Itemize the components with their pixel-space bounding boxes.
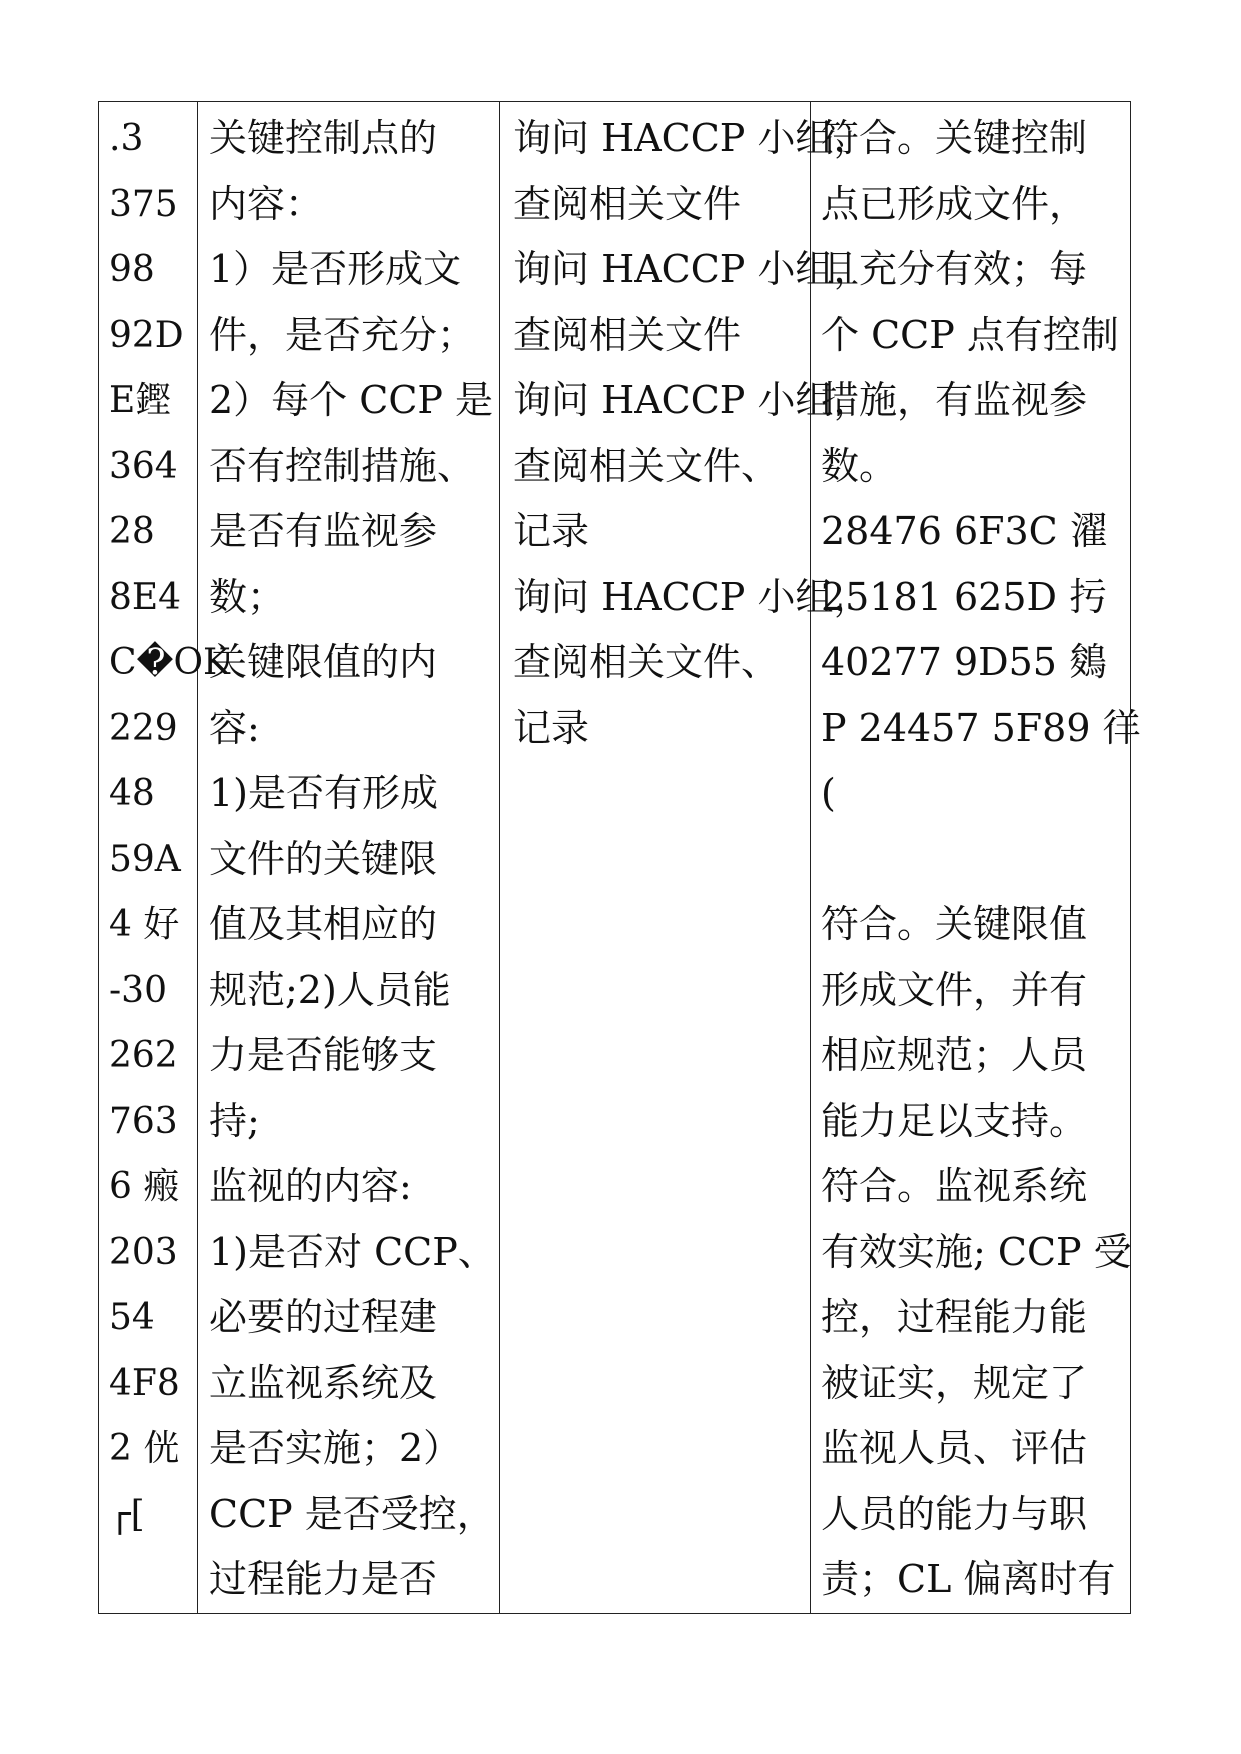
text-line: 符合。关键限值 [821, 902, 1088, 946]
text-line: 规范;2)人员能 [209, 967, 451, 1012]
audit-result-lines [811, 102, 1141, 1613]
text-line: 2）每个 CCP 是 [209, 378, 494, 422]
clause-number-cell [99, 102, 230, 1614]
text-line: 记录 [513, 705, 590, 750]
text-line: 8E4 [109, 576, 182, 618]
audit-method-cell [500, 102, 872, 1614]
text-line: P 24457 5F89 徉 [821, 705, 1141, 750]
text-line: 1)是否对 CCP、 [209, 1229, 496, 1274]
text-line: 262 [109, 1035, 178, 1076]
text-line: E鏗 [109, 380, 172, 421]
text-line: 25181 625D 扝 [821, 574, 1108, 619]
text-line: 98 [109, 249, 155, 290]
text-line: 能力足以支持。 [821, 1098, 1088, 1143]
text-line: 过程能力是否 [209, 1557, 438, 1601]
text-line [811, 827, 1130, 893]
text-line: 文件的关键限 [209, 836, 438, 881]
text-line: 相应规范；人员 [821, 1033, 1088, 1077]
text-line: 控，过程能力能 [821, 1295, 1088, 1339]
text-line: 否有控制措施、 [209, 443, 476, 488]
text-line: 4 好 [109, 904, 180, 945]
text-line: C�OK [109, 642, 230, 683]
text-line: 询问 HACCP 小组， [513, 116, 872, 160]
text-line: 符合。监视系统 [821, 1164, 1088, 1208]
text-line: -30 [109, 969, 167, 1011]
text-line: 询问 HACCP 小组， [513, 574, 872, 619]
text-line: 是否实施；2） [209, 1426, 462, 1470]
text-line: 关键限值的内 [209, 640, 438, 684]
text-line: ( [821, 771, 836, 815]
text-line: 数。 [821, 443, 898, 488]
text-line: 查阅相关文件 [513, 312, 742, 357]
text-line: 229 [109, 707, 178, 749]
text-line: 点已形成文件， [821, 181, 1088, 226]
text-line: CCP 是否受控， [209, 1491, 495, 1536]
text-line: 763 [109, 1100, 178, 1142]
text-line: 有效实施; CCP 受 [821, 1229, 1132, 1274]
text-line: 2 侊 [109, 1428, 180, 1469]
text-line: 28 [109, 511, 155, 552]
text-line: 符合。关键控制 [821, 116, 1088, 160]
text-line: 40277 9D55 鵕 [821, 640, 1108, 684]
text-line: 查阅相关文件、 [513, 443, 780, 488]
text-line: 查阅相关文件、 [513, 640, 780, 684]
audit-content-lines [198, 102, 499, 1613]
text-line: 59A [109, 838, 181, 880]
text-line: 203 [109, 1231, 178, 1273]
text-line: 查阅相关文件 [513, 181, 742, 226]
text-line: ┌[ [109, 1493, 145, 1535]
text-line: 数； [209, 574, 286, 619]
text-line: 内容： [209, 181, 324, 226]
text-line: 92D [109, 314, 184, 356]
audit-table [98, 101, 1141, 1614]
text-line: 1)是否有形成 [209, 771, 439, 815]
text-line: 记录 [513, 509, 590, 553]
text-line: 责；CL 偏离时有 [821, 1557, 1116, 1601]
text-line: 4F8 [109, 1362, 180, 1404]
text-line: 且充分有效；每 [821, 247, 1088, 291]
text-line: 监视人员、评估 [821, 1426, 1088, 1470]
text-line: 48 [109, 773, 155, 814]
text-line: 件，是否充分； [209, 312, 476, 357]
text-line: 监视的内容: [209, 1164, 412, 1208]
text-line: 必要的过程建 [209, 1295, 438, 1339]
audit-result-cell [811, 102, 1141, 1614]
audit-method-lines [500, 102, 872, 761]
table-row [99, 102, 1131, 1614]
text-line: 28476 6F3C 濯 [821, 509, 1108, 553]
audit-content-cell [198, 102, 500, 1614]
text-line: 人员的能力与职 [821, 1491, 1088, 1536]
text-line: 立监视系统及 [209, 1360, 438, 1405]
text-line: 364 [109, 445, 178, 487]
clause-number-lines [99, 102, 230, 1547]
text-line: 措施，有监视参 [821, 378, 1088, 422]
text-line: 个 CCP 点有控制 [821, 312, 1119, 357]
text-line: 被证实，规定了 [821, 1360, 1088, 1405]
text-line: 6 瘢 [109, 1166, 180, 1207]
text-line: .3 [109, 118, 144, 159]
text-line: 持; [209, 1098, 260, 1143]
text-line: 375 [109, 183, 178, 225]
text-line: 询问 HACCP 小组， [513, 247, 872, 291]
text-line: 54 [109, 1297, 155, 1338]
text-line: 询问 HACCP 小组， [513, 378, 872, 422]
text-line: 是否有监视参 [209, 509, 438, 553]
text-line: 力是否能够支 [209, 1033, 438, 1077]
text-line: 关键控制点的 [209, 116, 438, 160]
text-line: 值及其相应的 [209, 902, 438, 946]
text-line: 容: [209, 705, 260, 750]
text-line: 形成文件，并有 [821, 967, 1088, 1012]
text-line: 1）是否形成文 [209, 247, 462, 291]
